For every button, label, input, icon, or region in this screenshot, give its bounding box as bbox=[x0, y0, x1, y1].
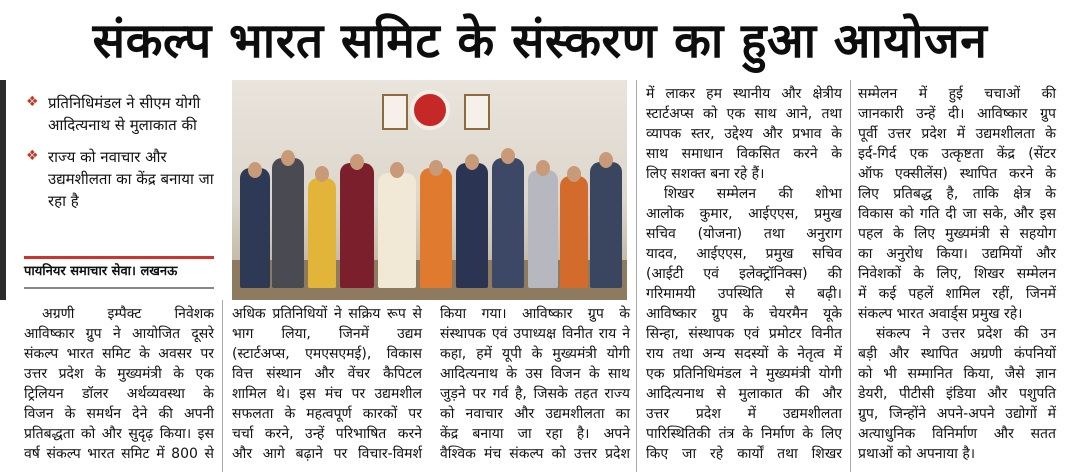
column-line: को नवाचार और उद्यमशीलता का bbox=[440, 406, 630, 422]
column-line: वैश्विक मंच संकल्प को उत्तर प्रदेश bbox=[440, 446, 630, 462]
left-edge-bar bbox=[0, 80, 6, 300]
column-line: जानकारी उन्हें दी। आविष्कार ग्रुप bbox=[858, 106, 1056, 122]
column-line: कहा, हमें यूपी के मुख्यमंत्री योगी bbox=[440, 346, 630, 362]
person-head bbox=[390, 162, 404, 178]
column-line: शिखर सम्मेलन की शोभा bbox=[664, 186, 842, 202]
person-figure bbox=[456, 163, 488, 288]
column-line: सिन्हा, संस्थापक एवं प्रमोटर विनीत bbox=[646, 326, 842, 342]
highlight-item bbox=[26, 92, 221, 136]
column-line: को भी सम्मानित किया, जैसे ज्ञान bbox=[858, 366, 1056, 382]
person-figure bbox=[240, 168, 270, 288]
person-figure bbox=[560, 176, 588, 288]
column-line: ग्रुप, जिन्होंने अपने-अपने उद्योगों में bbox=[858, 406, 1056, 422]
column-line: ऑफ एक्सीलेंस) स्थापित करने के bbox=[858, 166, 1056, 182]
column-line: और आगे बढ़ाने पर विचार-विमर्श bbox=[232, 446, 422, 462]
column-line: जुड़ने पर गर्व है, जिसके तहत राज्य bbox=[440, 386, 630, 402]
column-line: शामिल थे। इस मंच पर उद्यमशील bbox=[232, 386, 422, 402]
news-photo bbox=[232, 80, 627, 300]
column-line: किए जा रहे कार्यों तथा शिखर bbox=[646, 446, 842, 462]
highlight-item bbox=[26, 146, 221, 212]
person-figure bbox=[492, 158, 524, 288]
column-line: डेयरी, पीटीसी इंडिया और पशुपति bbox=[858, 386, 1056, 402]
article-column-1 bbox=[24, 304, 214, 464]
article-column-3 bbox=[440, 304, 630, 464]
column-divider bbox=[222, 300, 223, 472]
column-line: संकल्प भारत अवार्ड्स प्रमुख रहे। bbox=[858, 306, 1023, 322]
column-line: सफलता के महत्वपूर्ण कारकों पर bbox=[232, 406, 422, 422]
column-line: अधिक प्रतिनिधियों ने सक्रिय रूप से bbox=[232, 306, 422, 322]
column-line: इर्द-गिर्द एक उत्कृष्टता केंद्र (सेंटर bbox=[858, 146, 1056, 162]
person-head bbox=[599, 152, 613, 168]
person-figure bbox=[420, 168, 452, 288]
person-figure bbox=[528, 170, 558, 288]
person-head bbox=[536, 160, 550, 176]
diamond-bullet-icon: ❖ bbox=[26, 94, 39, 110]
column-line: का अनुरोध किया। उद्यमियों और bbox=[858, 246, 1056, 262]
wall-portrait-right bbox=[464, 94, 490, 130]
column-line: में कई पहलें शामिल रहीं, जिनमें bbox=[858, 286, 1056, 302]
person-head bbox=[315, 166, 329, 182]
column-line: आदित्यनाथ के उस विजन के साथ bbox=[440, 366, 630, 382]
byline-top-rule bbox=[24, 256, 214, 259]
column-line: विकास को गति दी जा सके, और इस bbox=[858, 206, 1056, 222]
column-line: ट्रिलियन डॉलर अर्थव्यवस्था के bbox=[24, 386, 214, 402]
column-line: चर्चा करने, उन्हें परिभाषित करने bbox=[232, 426, 422, 442]
highlight-text: राज्य को नवाचार और उद्यमशीलता का केंद्र बनाया जा रहा है bbox=[48, 148, 214, 210]
highlight-text: प्रतिनिधिमंडल ने सीएम योगी आदित्यनाथ से मुलाकात की bbox=[48, 94, 201, 134]
person-head bbox=[567, 166, 581, 182]
column-line: केंद्र बनाया जा रहा है। अपने bbox=[440, 426, 630, 442]
column-line: प्रतिबद्धता को और सुदृढ़ किया। इस bbox=[24, 426, 214, 442]
column-line: प्रथाओं को अपनाया है। bbox=[858, 446, 976, 462]
person-head bbox=[501, 148, 515, 164]
column-line: व्यापक स्तर, उद्देश्य और प्रभाव के bbox=[646, 126, 842, 142]
column-divider bbox=[636, 80, 637, 472]
column-line: आदित्यनाथ से मुलाकात की और bbox=[646, 386, 842, 402]
column-line: (आईटी एवं इलेक्ट्रॉनिक्स) की bbox=[646, 266, 842, 282]
highlights-list bbox=[26, 92, 221, 222]
column-line: वित्त संस्थान और वेंचर कैपिटल bbox=[232, 366, 422, 382]
column-line: उत्तर प्रदेश में उद्यमशीलता bbox=[646, 406, 842, 422]
emblem-logo bbox=[410, 90, 450, 130]
person-head bbox=[248, 162, 262, 178]
person-figure bbox=[340, 163, 374, 288]
column-line: राय तथा अन्य सदस्यों के नेतृत्व में bbox=[646, 346, 842, 362]
column-divider bbox=[850, 80, 851, 472]
column-line: लिए प्रतिबद्ध है, ताकि क्षेत्र के bbox=[858, 186, 1056, 202]
column-line: उत्तर प्रदेश के मुख्यमंत्री के एक bbox=[24, 366, 214, 382]
article-column-4 bbox=[646, 84, 842, 464]
wall-portrait-left bbox=[382, 94, 408, 130]
column-line: साथ समाधान विकसित करने के bbox=[646, 146, 842, 162]
column-line: गरिमामयी उपस्थिति से बढ़ी। bbox=[646, 286, 842, 302]
headline: संकल्प भारत समिट के संस्करण का हुआ आयोजन bbox=[92, 12, 988, 69]
diamond-bullet-icon: ❖ bbox=[26, 148, 39, 164]
column-line: भाग लिया, जिनमें उद्यम bbox=[232, 326, 422, 342]
column-line: अत्याधुनिक विनिर्माण और सतत bbox=[858, 426, 1056, 442]
column-line: पूर्वी उत्तर प्रदेश में उद्यमशीलता के bbox=[858, 126, 1056, 142]
column-line: संस्थापक एवं उपाध्यक्ष विनीत राय ने bbox=[440, 326, 630, 342]
column-line: सम्मेलन में हुई चचाओं की bbox=[858, 86, 1056, 102]
column-line: लिए सशक्त बना रहे हैं। bbox=[646, 166, 765, 182]
column-line: आविष्कार ग्रुप के चेयरमैन यूके bbox=[646, 306, 842, 322]
column-line: संकल्प भारत समिट के अवसर पर bbox=[24, 346, 214, 362]
person-figure bbox=[272, 158, 304, 288]
column-line: किया गया। आविष्कार ग्रुप के bbox=[440, 306, 630, 322]
person-head bbox=[465, 154, 479, 170]
column-line: एक प्रतिनिधिमंडल ने मुख्यमंत्री योगी bbox=[646, 366, 842, 382]
article-column-2 bbox=[232, 304, 422, 464]
column-line: सचिव (योजना) तथा अनुराग bbox=[646, 226, 842, 242]
person-head bbox=[281, 150, 295, 166]
column-line: यादव, आईएएस, प्रमुख सचिव bbox=[646, 246, 842, 262]
person-head bbox=[429, 160, 443, 176]
column-line: निवेशकों के लिए, शिखर सम्मेलन bbox=[858, 266, 1056, 282]
column-line: में लाकर हम स्थानीय और क्षेत्रीय bbox=[646, 86, 842, 102]
column-line: बड़ी और स्थापित अग्रणी कंपनियों bbox=[858, 346, 1056, 362]
article-column-5 bbox=[858, 84, 1056, 464]
person-head bbox=[350, 154, 364, 170]
column-line: आविष्कार ग्रुप ने आयोजित दूसरे bbox=[24, 326, 214, 342]
column-line: अग्रणी इम्पैक्ट निवेशक bbox=[42, 306, 214, 322]
column-line: पहल के लिए मुख्यमंत्री से सहयोग bbox=[858, 226, 1056, 242]
column-line: पारिस्थितिकी तंत्र के निर्माण के लिए bbox=[646, 426, 842, 442]
column-line: विजन के समर्थन देने की अपनी bbox=[24, 406, 214, 422]
column-line: संकल्प ने उत्तर प्रदेश की उन bbox=[876, 326, 1056, 342]
person-figure bbox=[590, 162, 622, 288]
byline-bottom-rule bbox=[24, 287, 214, 289]
column-line: (स्टार्टअप्स, एमएसएमई), विकास bbox=[232, 346, 422, 362]
column-line: स्टार्टअप्स को एक साथ आने, तथा bbox=[646, 106, 842, 122]
person-figure bbox=[308, 178, 336, 288]
person-figure bbox=[378, 173, 416, 288]
column-line: वर्ष संकल्प भारत समिट में 800 से bbox=[24, 446, 214, 462]
byline: पायनियर समाचार सेवा। लखनऊ bbox=[24, 264, 178, 279]
column-line: आलोक कुमार, आईएएस, प्रमुख bbox=[646, 206, 842, 222]
